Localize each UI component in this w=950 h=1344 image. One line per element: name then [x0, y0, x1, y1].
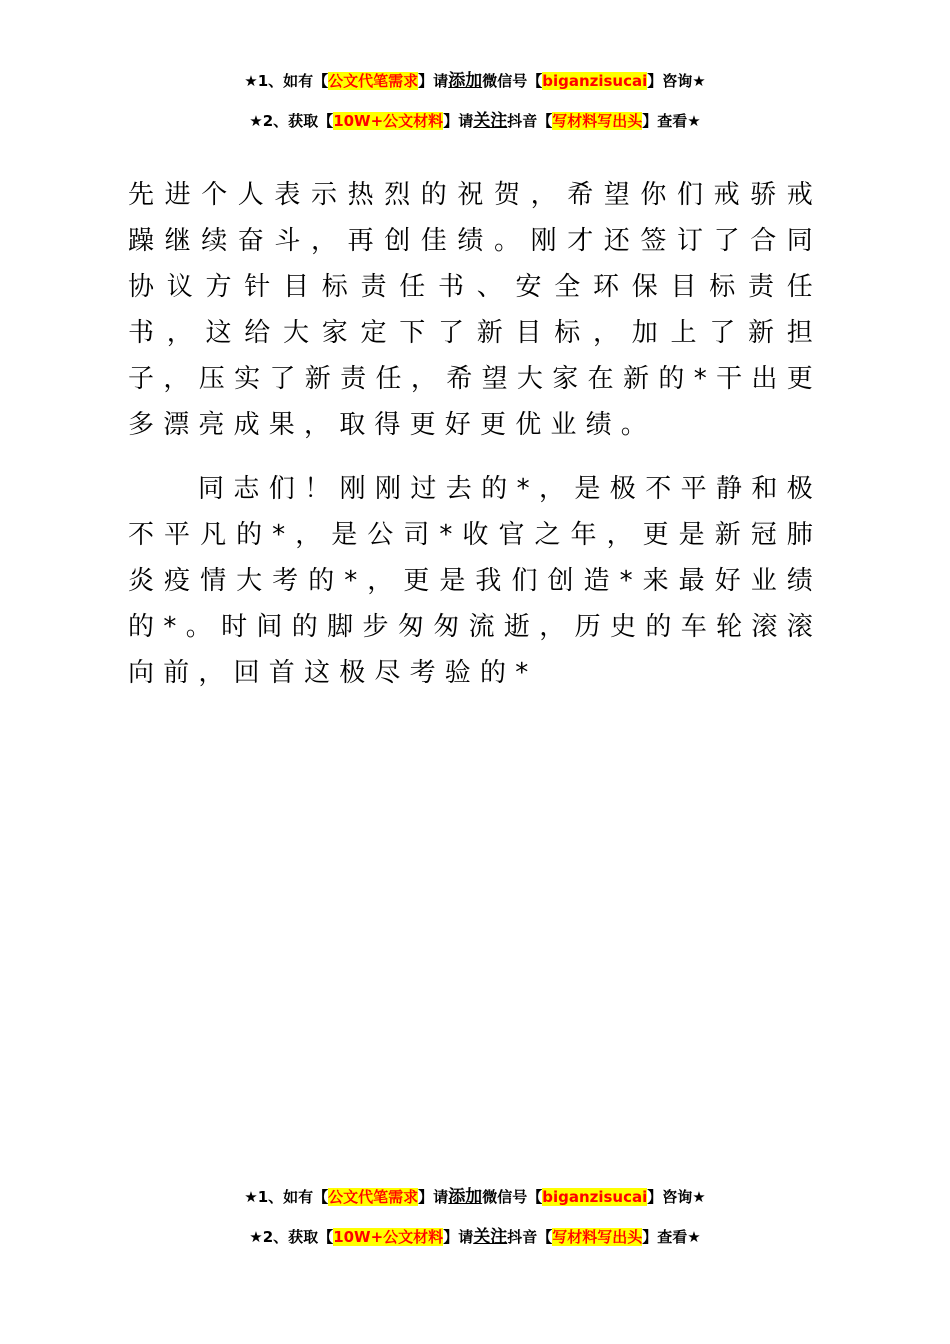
banner-line-1: ★1、如有【公文代笔需求】请添加微信号【biganzisucai】咨询★	[244, 1187, 706, 1207]
banner-line-2: ★2、获取【10W+公文材料】请关注抖音【写材料写出头】查看★	[249, 1227, 701, 1247]
highlight-service: 公文代笔需求	[328, 1188, 419, 1206]
banner-line-1: ★1、如有【公文代笔需求】请添加微信号【biganzisucai】咨询★	[244, 71, 706, 91]
highlight-douyin-account: 写材料写出头	[552, 1228, 643, 1246]
header-banner	[0, 70, 950, 132]
highlight-materials: 10W+公文材料	[333, 1228, 444, 1246]
body-paragraph-1: 先进个人表示热烈的祝贺，希望你们戒骄戒躁继续奋斗，再创佳绩。刚才还签订了合同协议方针目标责任书、安全环保目标责任书，这给大家定下了新目标，加上了新担子，压实了新责任，希望大家在新的*干出更多漂亮成果，取得更好更优业绩。	[128, 180, 822, 440]
body-paragraph-2: 同志们！刚刚过去的*，是极不平静和极不平凡的*，是公司*收官之年，更是新冠肺炎疫情大考的*，更是我们创造*来最好业绩的*。时间的脚步匆匆流逝，历史的车轮滚滚向前，回首这极尽考验的*	[128, 474, 822, 688]
banner-line-2: ★2、获取【10W+公文材料】请关注抖音【写材料写出头】查看★	[249, 111, 701, 131]
highlight-wechat-id: biganzisucai	[542, 72, 648, 90]
document-body	[128, 172, 822, 696]
footer-banner	[0, 1186, 950, 1248]
highlight-douyin-account: 写材料写出头	[552, 112, 643, 130]
highlight-materials: 10W+公文材料	[333, 112, 444, 130]
highlight-service: 公文代笔需求	[328, 72, 419, 90]
highlight-wechat-id: biganzisucai	[542, 1188, 648, 1206]
